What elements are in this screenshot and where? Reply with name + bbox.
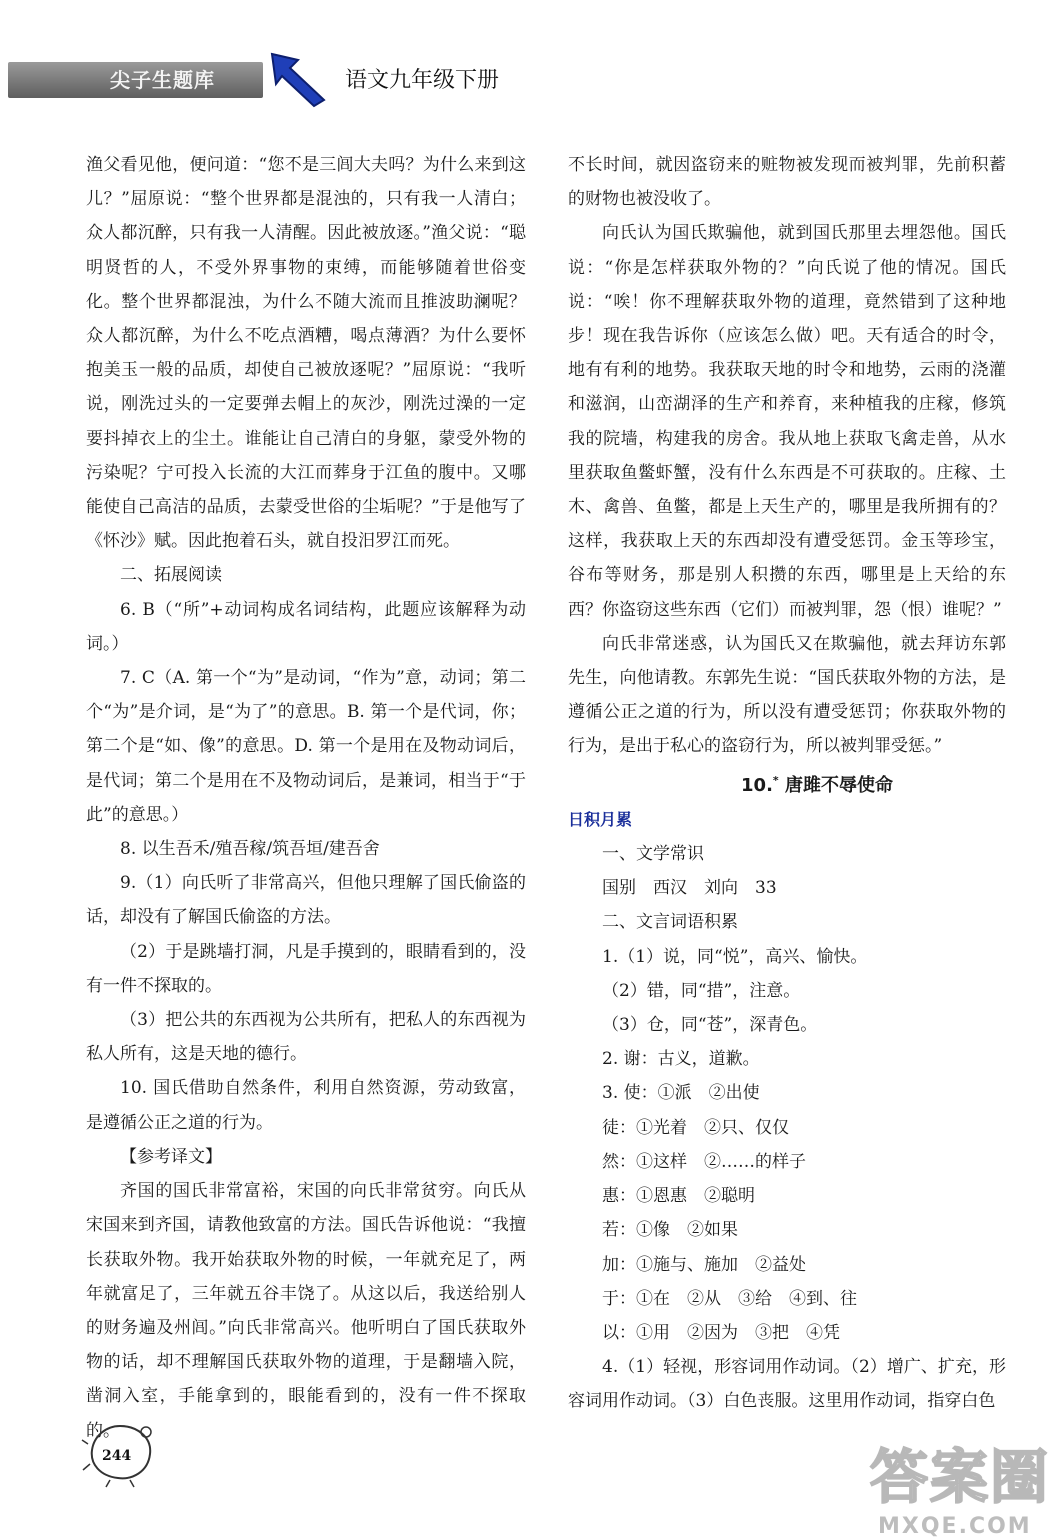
list-item: 国别 西汉 刘向 33 xyxy=(602,878,777,899)
paragraph: 向氏认为国氏欺骗他，就到国氏那里去埋怨他。国氏说：“你是怎样获取外物的？”向氏说了他的情况。国氏说：“唉！你不理解获取外物的道理，竟然错到了这种地步！现在我告诉你（应该怎么做）吧。天有适合的时令，地有有利的地势。我获取天地的时令和地势，云雨的浇灌和滋润，山峦湖泽的生产和养育，来种植我的庄稼，修筑我的院墙，构建我的房舍。我从地上获取飞禽走兽，从水里获取鱼鳖虾蟹，没有什么东西是不可获取的。庄稼、土木、禽兽、鱼鳖，都是上天生产的，哪里是我所拥有的？这样，我获取上天的东西却没有遭受惩罚。金玉等珍宝，谷布等财务，那是别人积攒的东西，哪里是上天给的东西？你盗窃这些东西（它们）而被判罪，怨（恨）谁呢？” xyxy=(568,223,1006,620)
translation-heading: 【参考译文】 xyxy=(120,1146,222,1167)
list-item: 然：①这样 ②……的样子 xyxy=(602,1151,806,1172)
list-item: 徒：①光着 ②只、仅仅 xyxy=(602,1117,789,1138)
watermark-logo: 答案圈 xyxy=(870,1443,1051,1511)
answer-item: 8. 以生吾禾/殖吾稼/筑吾垣/建吾舍 xyxy=(120,839,380,860)
arrow-icon xyxy=(268,50,328,108)
section-heading: 二、拓展阅读 xyxy=(120,565,222,586)
list-item: （2）错，同“措”，注意。 xyxy=(602,980,801,1001)
lesson-number: 10. xyxy=(741,774,773,796)
list-item: 一、文学常识 xyxy=(602,844,704,865)
list-item: 2. 谢：古义，道歉。 xyxy=(602,1049,760,1070)
page-number: 244 xyxy=(102,1448,132,1464)
list-item: 1.（1）说，同“悦”，高兴、愉快。 xyxy=(602,946,868,967)
watermark xyxy=(870,1430,1050,1539)
answer-item: （2）于是跳墙打洞，凡是手摸到的，眼睛看到的，没有一件不探取的。 xyxy=(86,941,526,996)
left-column xyxy=(86,148,526,1448)
paragraph: 不长时间，就因盗窃来的赃物被发现而被判罪，先前积蓄的财物也被没收了。 xyxy=(568,155,1006,210)
watermark-url: MXQE.COM xyxy=(878,1514,1032,1539)
block-heading: 日积月累 xyxy=(568,809,633,829)
list-item: （3）仓，同“苍”，深青色。 xyxy=(602,1015,818,1036)
list-item: 二、文言词语积累 xyxy=(602,912,738,933)
answer-item: 10. 国氏借助自然条件，利用自然资源，劳动致富，是遵循公正之道的行为。 xyxy=(86,1078,526,1133)
answer-item: 6. B（“所”+动词构成名词结构，此题应该解释为动词。） xyxy=(86,599,526,654)
paragraph: 齐国的国氏非常富裕，宋国的向氏非常贫穷。向氏从宋国来到齐国，请教他致富的方法。国氏告诉他说：“我擅长获取外物。我开始获取外物的时候，一年就充足了，两年就富足了，三年就五谷丰饶了。从这以后，我送给别人的财务遍及州闾。”向氏非常高兴。他听明白了国氏获取外物的话，却不理解国氏获取外物的道理，于是翻墙入院，凿洞入室，手能拿到的，眼能看到的，没有一件不探取的。 xyxy=(86,1181,526,1441)
page-header xyxy=(0,0,1051,140)
brand-label: 尖子生题库 xyxy=(110,68,215,92)
lesson-star: * xyxy=(772,773,779,787)
answer-item: （3）把公共的东西视为公共所有，把私人的东西视为私人所有，这是天地的德行。 xyxy=(86,1010,526,1065)
answer-item: 9.（1）向氏听了非常高兴，但他只理解了国氏偷盗的话，却没有了解国氏偷盗的方法。 xyxy=(86,873,526,928)
list-item: 若：①像 ②如果 xyxy=(602,1220,738,1241)
paragraph: 4.（1）轻视，形容词用作动词。（2）增广、扩充，形容词用作动词。（3）白色丧服。这里用作动词，指穿白色 xyxy=(568,1357,1006,1412)
list-item: 3. 使：①派 ②出使 xyxy=(602,1083,760,1104)
lesson-name: 唐雎不辱使命 xyxy=(784,774,893,796)
list-item: 于：①在 ②从 ③给 ④到、往 xyxy=(602,1288,857,1309)
answer-item: 7. C（A. 第一个“为”是动词，“作为”意，动词；第二个“为”是介词，是“为了”的意思。B. 第一个是代词，你；第二个是“如、像”的意思。D. 第一个是用在及物动词后，是代词；第二个是用在不及物动词后，是兼词，相当于“于此”的意思。） xyxy=(86,668,526,825)
right-column xyxy=(568,148,1006,1419)
lesson-title xyxy=(568,764,1006,803)
list-item: 加：①施与、施加 ②益处 xyxy=(602,1254,806,1275)
paragraph: 向氏非常迷惑，认为国氏又在欺骗他，就去拜访东郭先生，向他请教。东郭先生说：“国氏获取外物的方法，是遵循公正之道的行为，所以没有遭受惩罚；你获取外物的行为，是出于私心的盗窃行为，所以被判罪受惩。” xyxy=(568,633,1006,757)
list-item: 惠：①恩惠 ②聪明 xyxy=(602,1186,755,1207)
book-title: 语文九年级下册 xyxy=(345,68,500,93)
list-item: 以：①用 ②因为 ③把 ④凭 xyxy=(602,1322,840,1343)
paragraph: 渔父看见他，便问道：“您不是三闾大夫吗？为什么来到这儿？”屈原说：“整个世界都是混浊的，只有我一人清白；众人都沉醉，只有我一人清醒。因此被放逐。”渔父说：“聪明贤哲的人，不受外界事物的束缚，而能够随着世俗变化。整个世界都混浊，为什么不随大流而且推波助澜呢？众人都沉醉，为什么不吃点酒糟，喝点薄酒？为什么要怀抱美玉一般的品质，却使自己被放逐呢？”屈原说：“我听说，刚洗过头的一定要弹去帽上的灰沙，刚洗过澡的一定要抖掉衣上的尘土。谁能让自己清白的身躯，蒙受外物的污染呢？宁可投入长流的大江而葬身于江鱼的腹中。又哪能使自己高洁的品质，去蒙受世俗的尘垢呢？”于是他写了《怀沙》赋。因此抱着石头，就自投汨罗江而死。 xyxy=(86,155,526,552)
